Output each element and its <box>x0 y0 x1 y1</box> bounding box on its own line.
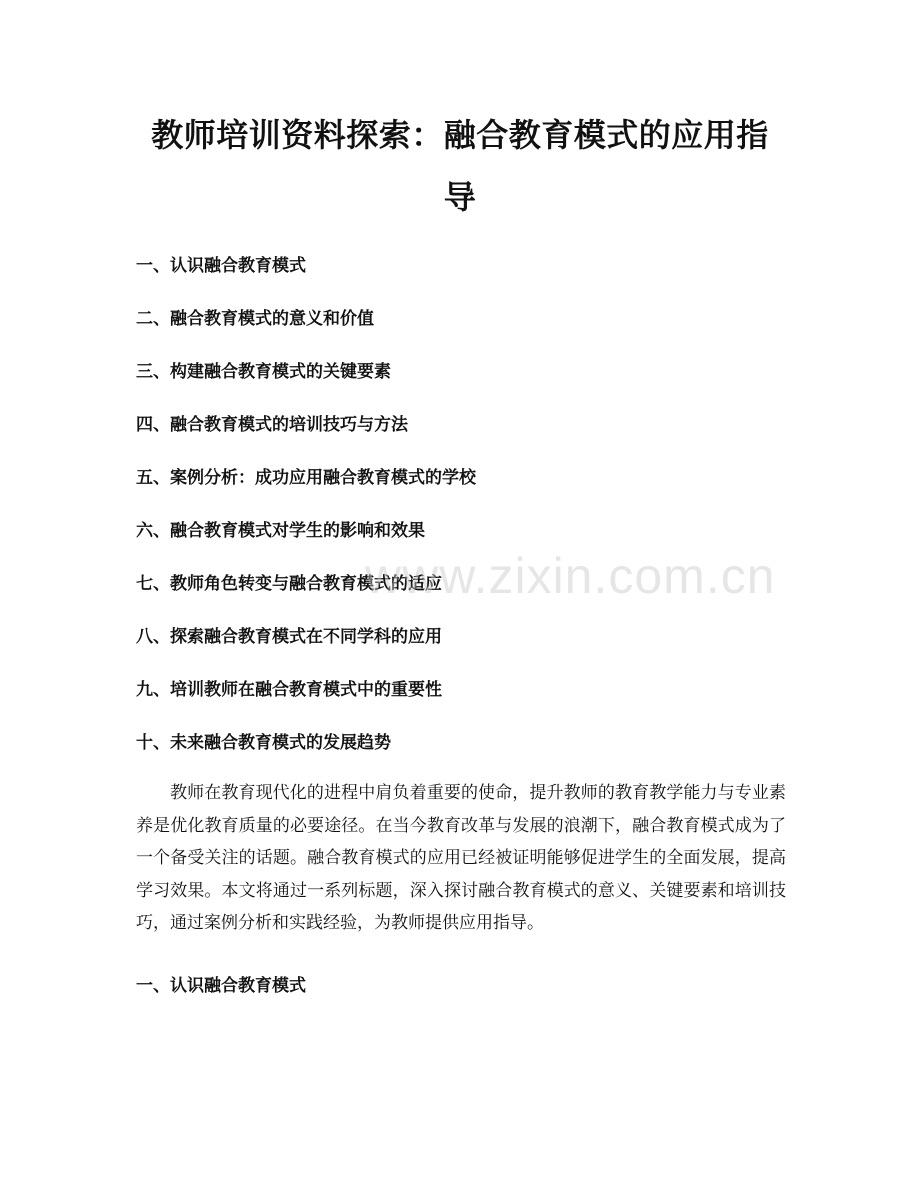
toc-item: 九、培训教师在融合教育模式中的重要性 <box>136 680 442 700</box>
toc-item: 七、教师角色转变与融合教育模式的适应 <box>136 574 442 594</box>
toc-item: 五、案例分析：成功应用融合教育模式的学校 <box>136 468 476 488</box>
document-title: 教师培训资料探索：融合教育模式的应用指导 <box>151 116 769 216</box>
toc-item: 三、构建融合教育模式的关键要素 <box>136 362 391 382</box>
watermark: www.zixin.com.cn <box>365 548 776 604</box>
toc-item: 六、融合教育模式对学生的影响和效果 <box>136 521 425 541</box>
toc-item: 二、融合教育模式的意义和价值 <box>136 309 374 329</box>
toc-item: 十、未来融合教育模式的发展趋势 <box>136 733 391 753</box>
toc-item: 八、探索融合教育模式在不同学科的应用 <box>136 627 442 647</box>
section-heading: 一、认识融合教育模式 <box>136 976 306 996</box>
toc-item: 四、融合教育模式的培训技巧与方法 <box>136 415 408 435</box>
intro-paragraph: 教师在教育现代化的进程中肩负着重要的使命，提升教师的教育教学能力与专业素养是优化教育质量的必要途径。在当今教育改革与发展的浪潮下，融合教育模式成为了一个备受关注的话题。融合教育模式的应用已经被证明能够促进学生的全面发展，提高学习效果。本文将通过一系列标题，深入探讨融合教育模式的意义、关键要素和培训技巧，通过案例分析和实践经验，为教师提供应用指导。 <box>136 783 786 933</box>
toc-item: 一、认识融合教育模式 <box>136 256 306 276</box>
table-of-contents <box>136 248 786 778</box>
